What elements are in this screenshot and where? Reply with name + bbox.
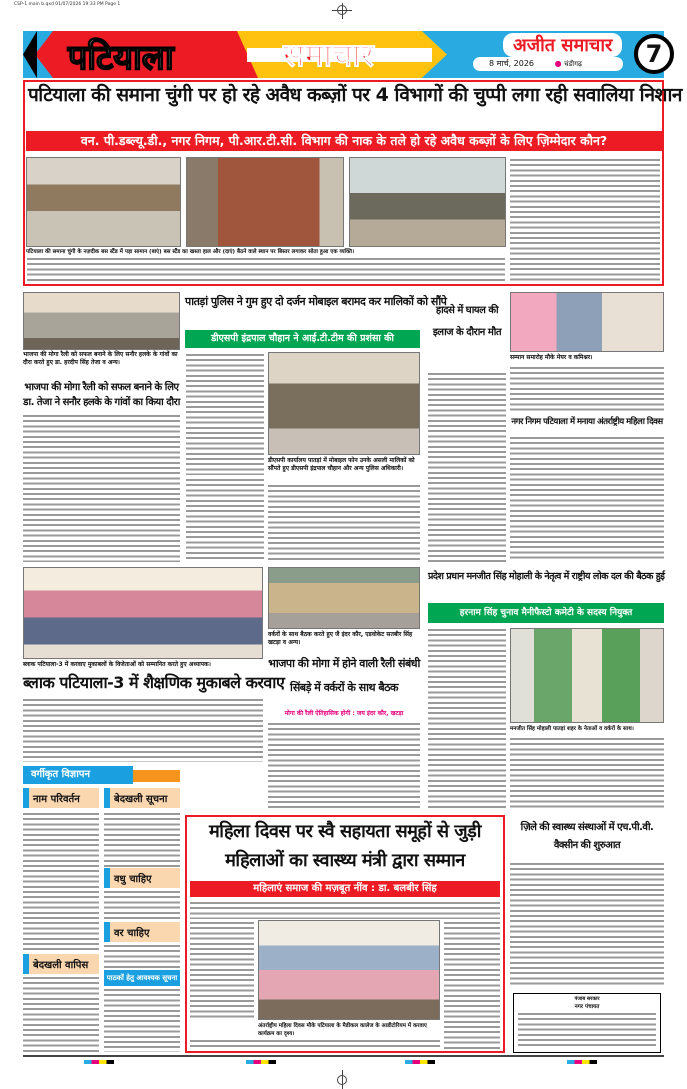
government-notice-box: [513, 993, 661, 1053]
notice-line-1: पंजाब सरकार: [574, 996, 600, 1002]
section-title-left: पटियाला: [68, 38, 174, 78]
page-number: 7: [634, 34, 674, 74]
womens-day-headline: नगर निगम पटियाला में मनाया अंतर्राष्ट्रीय महिला दिवस: [511, 417, 663, 427]
photo-womens-day-mc: [510, 292, 664, 352]
police-subhead: डीएसपी इंद्रपाल चौहान ने आई.टी.टीम की प्रशंसा की: [185, 330, 420, 348]
rally-caption: वर्करों के साथ बैठक करते हुए जै इंदर कौर, एडवोकेट सतबीर सिंह खटड़ा व अन्य।: [268, 631, 413, 646]
health-minister-caption: अंतर्राष्ट्रीय महिला दिवस मौके पटियाला के मैडीकल कालेज के आडीटोरियम में करवाए कार्यक्रम का दृश्य।: [258, 1023, 427, 1037]
color-registration-bar: [246, 1060, 276, 1064]
police-body-left: [186, 353, 264, 475]
bjp-tour-body: [23, 414, 180, 562]
paper-name: अजीत समाचार: [503, 33, 622, 57]
notice-line-2: नगर पंचायत: [574, 1004, 600, 1010]
health-minister-headline-2: महिलाओं का स्वास्थ्य मंत्री द्वारा सम्मान: [225, 850, 465, 871]
womens-day-caption: सम्मान समारोह मौके मेयर व कमिश्नर।: [510, 354, 593, 361]
health-minister-body-top: [190, 901, 500, 919]
rld-body-left: [428, 628, 506, 810]
classified-eviction-notice: बेदखली सूचना: [104, 788, 180, 808]
police-caption: डीएसपी कार्यालय पातड़ां में मोबाइल फोन उनके असली मालिकों को सौंपते हुए डीएसपी इंद्रपाल चौहान और अन्य पुलिस अधिकारी।: [268, 457, 415, 472]
rally-subhead: मोगा की रैली ऐतिहासिक होगी : जय इंदर कौर, खटड़ा: [284, 710, 404, 717]
rld-body: [510, 737, 664, 810]
health-minister-body-right: [444, 921, 500, 1049]
hpv-body: [510, 862, 664, 986]
color-registration-bar: [567, 1060, 597, 1064]
section-title-right: समाचार: [283, 36, 374, 74]
rally-body: [268, 722, 420, 810]
womens-day-body-top: [510, 366, 664, 412]
block-headline: ब्लाक पटियाला-3 में शैक्षणिक मुकाबले करवाए: [23, 673, 285, 692]
classifieds-rule: [133, 770, 180, 782]
rally-headline: भाजपा की मोगा में होने वाली रैली संबंधी सिंबड़े में वर्करों के साथ बैठक: [268, 657, 420, 694]
classified-bride-wanted: वधु चाहिए: [104, 868, 180, 888]
accident-body: [428, 372, 506, 562]
photo-bjp-tour: [23, 292, 180, 350]
health-minister-headline-1: महिला दिवस पर स्वै सहायता समूहों से जुड़ी: [209, 821, 481, 842]
classified-name-change: नाम परिवर्तन: [23, 788, 99, 808]
hpv-headline-1: ज़िले की स्वास्थ्य संस्थाओं में एच.पी.वी.: [520, 822, 654, 833]
photo-block-winners: [23, 567, 263, 659]
rld-caption: मनजीत सिंह मोहाली पातड़ां शहर के नेताओं व वर्करों के साथ।: [510, 726, 634, 732]
hpv-headline-2: वैक्सीन की शुरुआत: [553, 840, 621, 851]
rld-subhead: हरनाम सिंह चुनाव मैनीफैस्टो कमेटी के सदस्य नियुक्त: [428, 603, 664, 623]
header-banner: [23, 31, 664, 78]
photo-rally-workers: [268, 567, 420, 629]
block-caption: ब्लाक पटियाला-3 में करवाए मुकाबलों के विजेताओं को सम्मानित करते हुए अध्यापक।: [23, 661, 211, 668]
accident-headline: हादसे में घायल की इलाज के दौरान मौत: [432, 305, 502, 338]
photo-police-mobiles: [268, 352, 420, 455]
footer-rule: [23, 1055, 664, 1057]
classified-eviction-withdrawn: बेदखली वापिस: [23, 954, 99, 974]
photo-person-sleeping: [349, 157, 506, 247]
lead-headline: पटियाला की समाना चुंगी पर हो रहे अवैध कब्ज़ों पर 4 विभागों की चुप्पी लगा रही सवालिया निशान: [28, 84, 682, 106]
classified-eviction-body: [104, 812, 180, 867]
photo-bus-stand-shelter: [186, 157, 344, 247]
city: चंडीगढ़: [564, 60, 582, 68]
health-minister-subhead: महिलाएं समाज की मज़बूत नींव : डा. बलबीर सिंह: [190, 881, 500, 897]
date-strip: [473, 57, 623, 71]
crop-mark: [337, 1075, 347, 1085]
health-minister-body-left: [190, 921, 254, 1021]
police-body: [268, 484, 420, 562]
bjp-tour-caption: भाजपा की मोगा रैली को सफल बनाने के लिए सनौर हलके के गांवों का दौरा करते हुए डा. हरदीप सिंह तेजा व अन्य।: [23, 351, 178, 366]
lead-body: [27, 257, 505, 283]
color-registration-bar: [84, 1060, 114, 1064]
block-body: [23, 698, 263, 762]
bjp-tour-headline-2: डा. तेजा ने सनौर हलके के गांवों का किया दौरा: [23, 397, 180, 408]
issue-date: 8 मार्च, 2026: [489, 59, 535, 68]
lead-subhead: वन. पी.डब्ल्यू.डी., नगर निगम, पी.आर.टी.सी. विभाग की नाक के तले हो रहे अवैध कब्ज़ों के लिए ज़िम्मेदार कौन?: [26, 131, 662, 151]
photo-bus-stand-luggage: [26, 157, 181, 247]
bjp-tour-headline-1: भाजपा की मोगा रैली को सफल बनाने के लिए: [24, 382, 179, 393]
readers-notice-body: [104, 988, 180, 1052]
photo-rld-meeting: [510, 628, 664, 723]
readers-notice-title: पाठकों हेतु आवश्यक सूचना: [104, 970, 180, 986]
dot-icon: ●: [554, 59, 562, 68]
classified-groom-wanted: वर चाहिए: [104, 922, 180, 942]
notice-body: [518, 1012, 656, 1048]
lead-body-right: [510, 158, 660, 283]
classified-bride-body: [104, 890, 180, 920]
photo-health-minister: [258, 920, 440, 1020]
police-headline: पातड़ां पुलिस ने गुम हुए दो दर्जन मोबाइल बरामद कर मालिकों को सौंपे: [185, 295, 447, 308]
color-registration-bar: [405, 1060, 435, 1064]
classifieds-title: वर्गीकृत विज्ञापन: [23, 766, 133, 784]
womens-day-body: [510, 436, 664, 562]
lead-caption: पटियाला की समाना चुंगी के नज़दीक बस स्टैंड में पड़ा सामान (बाएं) बस स्टैंड का खस्ता हाल और (दाएं) बैठने वाले स्थान पर बिस्तर लगाकर सोता हुआ एक व्यक्ति।: [26, 249, 355, 255]
health-minister-body-bottom: [190, 1039, 440, 1050]
classified-withdrawn-body: [23, 976, 99, 1052]
rld-headline: प्रदेश प्रधान मनजीत सिंह मोहाली के नेतृत्व में राष्ट्रीय लोक दल की बैठक हुई: [428, 571, 665, 582]
police-body-2: [186, 478, 264, 562]
classified-groom-body: [104, 944, 180, 968]
print-slug: CSP-1 main b.qxd 01/07/2026 19:33 PM Page 1: [14, 2, 121, 7]
classified-name-change-body: [23, 812, 99, 952]
crop-mark: [337, 5, 347, 15]
